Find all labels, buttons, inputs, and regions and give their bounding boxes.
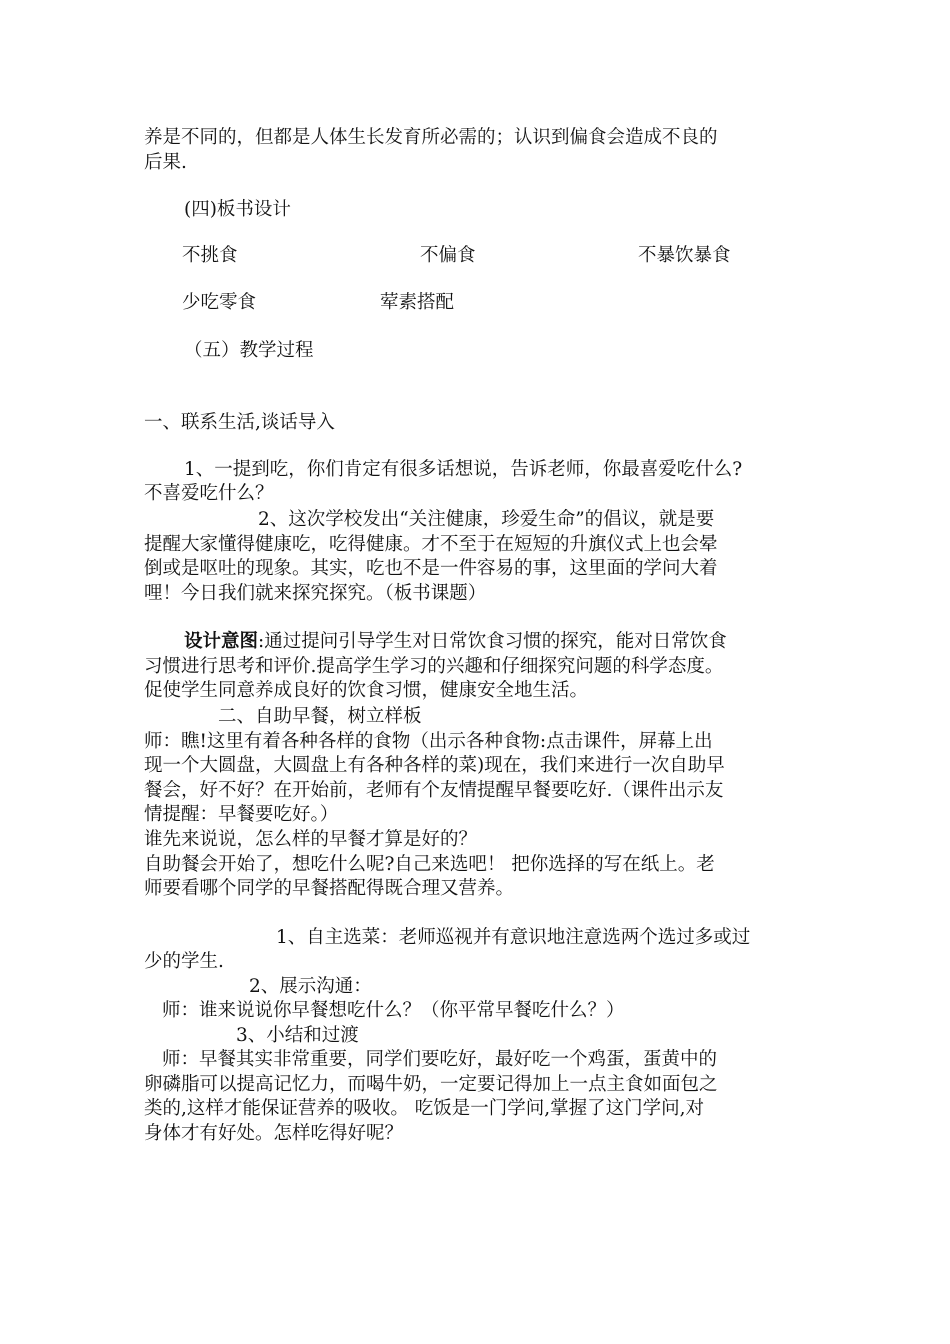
question1-line-2: 不喜爱吃什么？ (144, 483, 274, 504)
design-intent-text: :通过提问引导学生对日常饮食习惯的探究，能对日常饮食 (258, 631, 727, 652)
step3-line-2: 卵磷脂可以提高记忆力，而喝牛奶，一定要记得加上一点主食如面包之 (144, 1074, 718, 1095)
question2-line-3: 倒或是呕吐的现象。其实，吃也不是一件容易的事，这里面的学问大着 (144, 558, 718, 579)
board-item-3: 不暴饮暴食 (638, 245, 731, 266)
question2-line-2: 提醒大家懂得健康吃，吃得健康。才不至于在短短的升旗仪式上也会晕 (144, 534, 718, 555)
design-intent-label: 设计意图 (184, 631, 259, 652)
step1-line-2: 少的学生. (144, 951, 224, 972)
intro-line-2: 后果. (144, 152, 187, 173)
step1-line-1: 1、自主选菜：老师巡视并有意识地注意选两个选过多或过 (276, 927, 751, 948)
teacher-line-5: 谁先来说说，怎么样的早餐才算是好的？ (144, 829, 478, 850)
step3-line-1: 师：早餐其实非常重要，同学们要吃好，最好吃一个鸡蛋，蛋黄中的 (162, 1049, 718, 1070)
teacher-line-7: 师要看哪个同学的早餐搭配得既合理又营养。 (144, 878, 515, 899)
part2-heading: 二、自助早餐，树立样板 (218, 706, 422, 727)
board-item-5: 荤素搭配 (380, 292, 455, 313)
design-intent-line-1 (184, 630, 727, 654)
section4-heading: (四)板书设计 (184, 199, 291, 220)
step2-teacher: 师：谁来说说你早餐想吃什么？（你平常早餐吃什么？） (162, 1000, 625, 1021)
teacher-line-6: 自助餐会开始了，想吃什么呢?自己来选吧！ 把你选择的写在纸上。老 (144, 854, 715, 875)
question2-line-4: 哩！今日我们就来探究探究。（板书课题） (144, 583, 487, 604)
board-item-2: 不偏食 (420, 245, 476, 266)
board-item-4: 少吃零食 (182, 292, 257, 313)
question1-line-1: 1、一提到吃，你们肯定有很多话想说，告诉老师，你最喜爱吃什么? (184, 459, 743, 480)
section5-heading: （五）教学过程 (184, 340, 314, 361)
teacher-line-4: 情提醒：早餐要吃好。） (144, 804, 339, 825)
board-item-1: 不挑食 (182, 245, 238, 266)
design-intent-line-3: 促使学生同意养成良好的饮食习惯，健康安全地生活。 (144, 680, 589, 701)
teacher-line-1: 师：瞧!这里有着各种各样的食物（出示各种食物:点击课件，屏幕上出 (144, 731, 713, 752)
part1-heading: 一、联系生活,谈话导入 (144, 412, 335, 433)
step3-line-4: 身体才有好处。怎样吃得好呢？ (144, 1123, 404, 1144)
step2-heading: 2、展示沟通： (249, 976, 372, 997)
question2-line-1: 2、这次学校发出“关注健康，珍爱生命”的倡议，就是要 (258, 509, 715, 530)
intro-line-1: 养是不同的，但都是人体生长发育所必需的；认识到偏食会造成不良的 (144, 127, 718, 148)
teacher-line-2: 现一个大圆盘，大圆盘上有各种各样的菜)现在，我们来进行一次自助早 (144, 755, 725, 776)
design-intent-line-2: 习惯进行思考和评价.提高学生学习的兴趣和仔细探究问题的科学态度。 (144, 656, 724, 677)
step3-line-3: 类的,这样才能保证营养的吸收。 吃饭是一门学问,掌握了这门学问,对 (144, 1098, 705, 1119)
teacher-line-3: 餐会，好不好？在开始前，老师有个友情提醒早餐要吃好.（课件出示友 (144, 780, 724, 801)
step3-heading: 3、小结和过渡 (236, 1025, 359, 1046)
